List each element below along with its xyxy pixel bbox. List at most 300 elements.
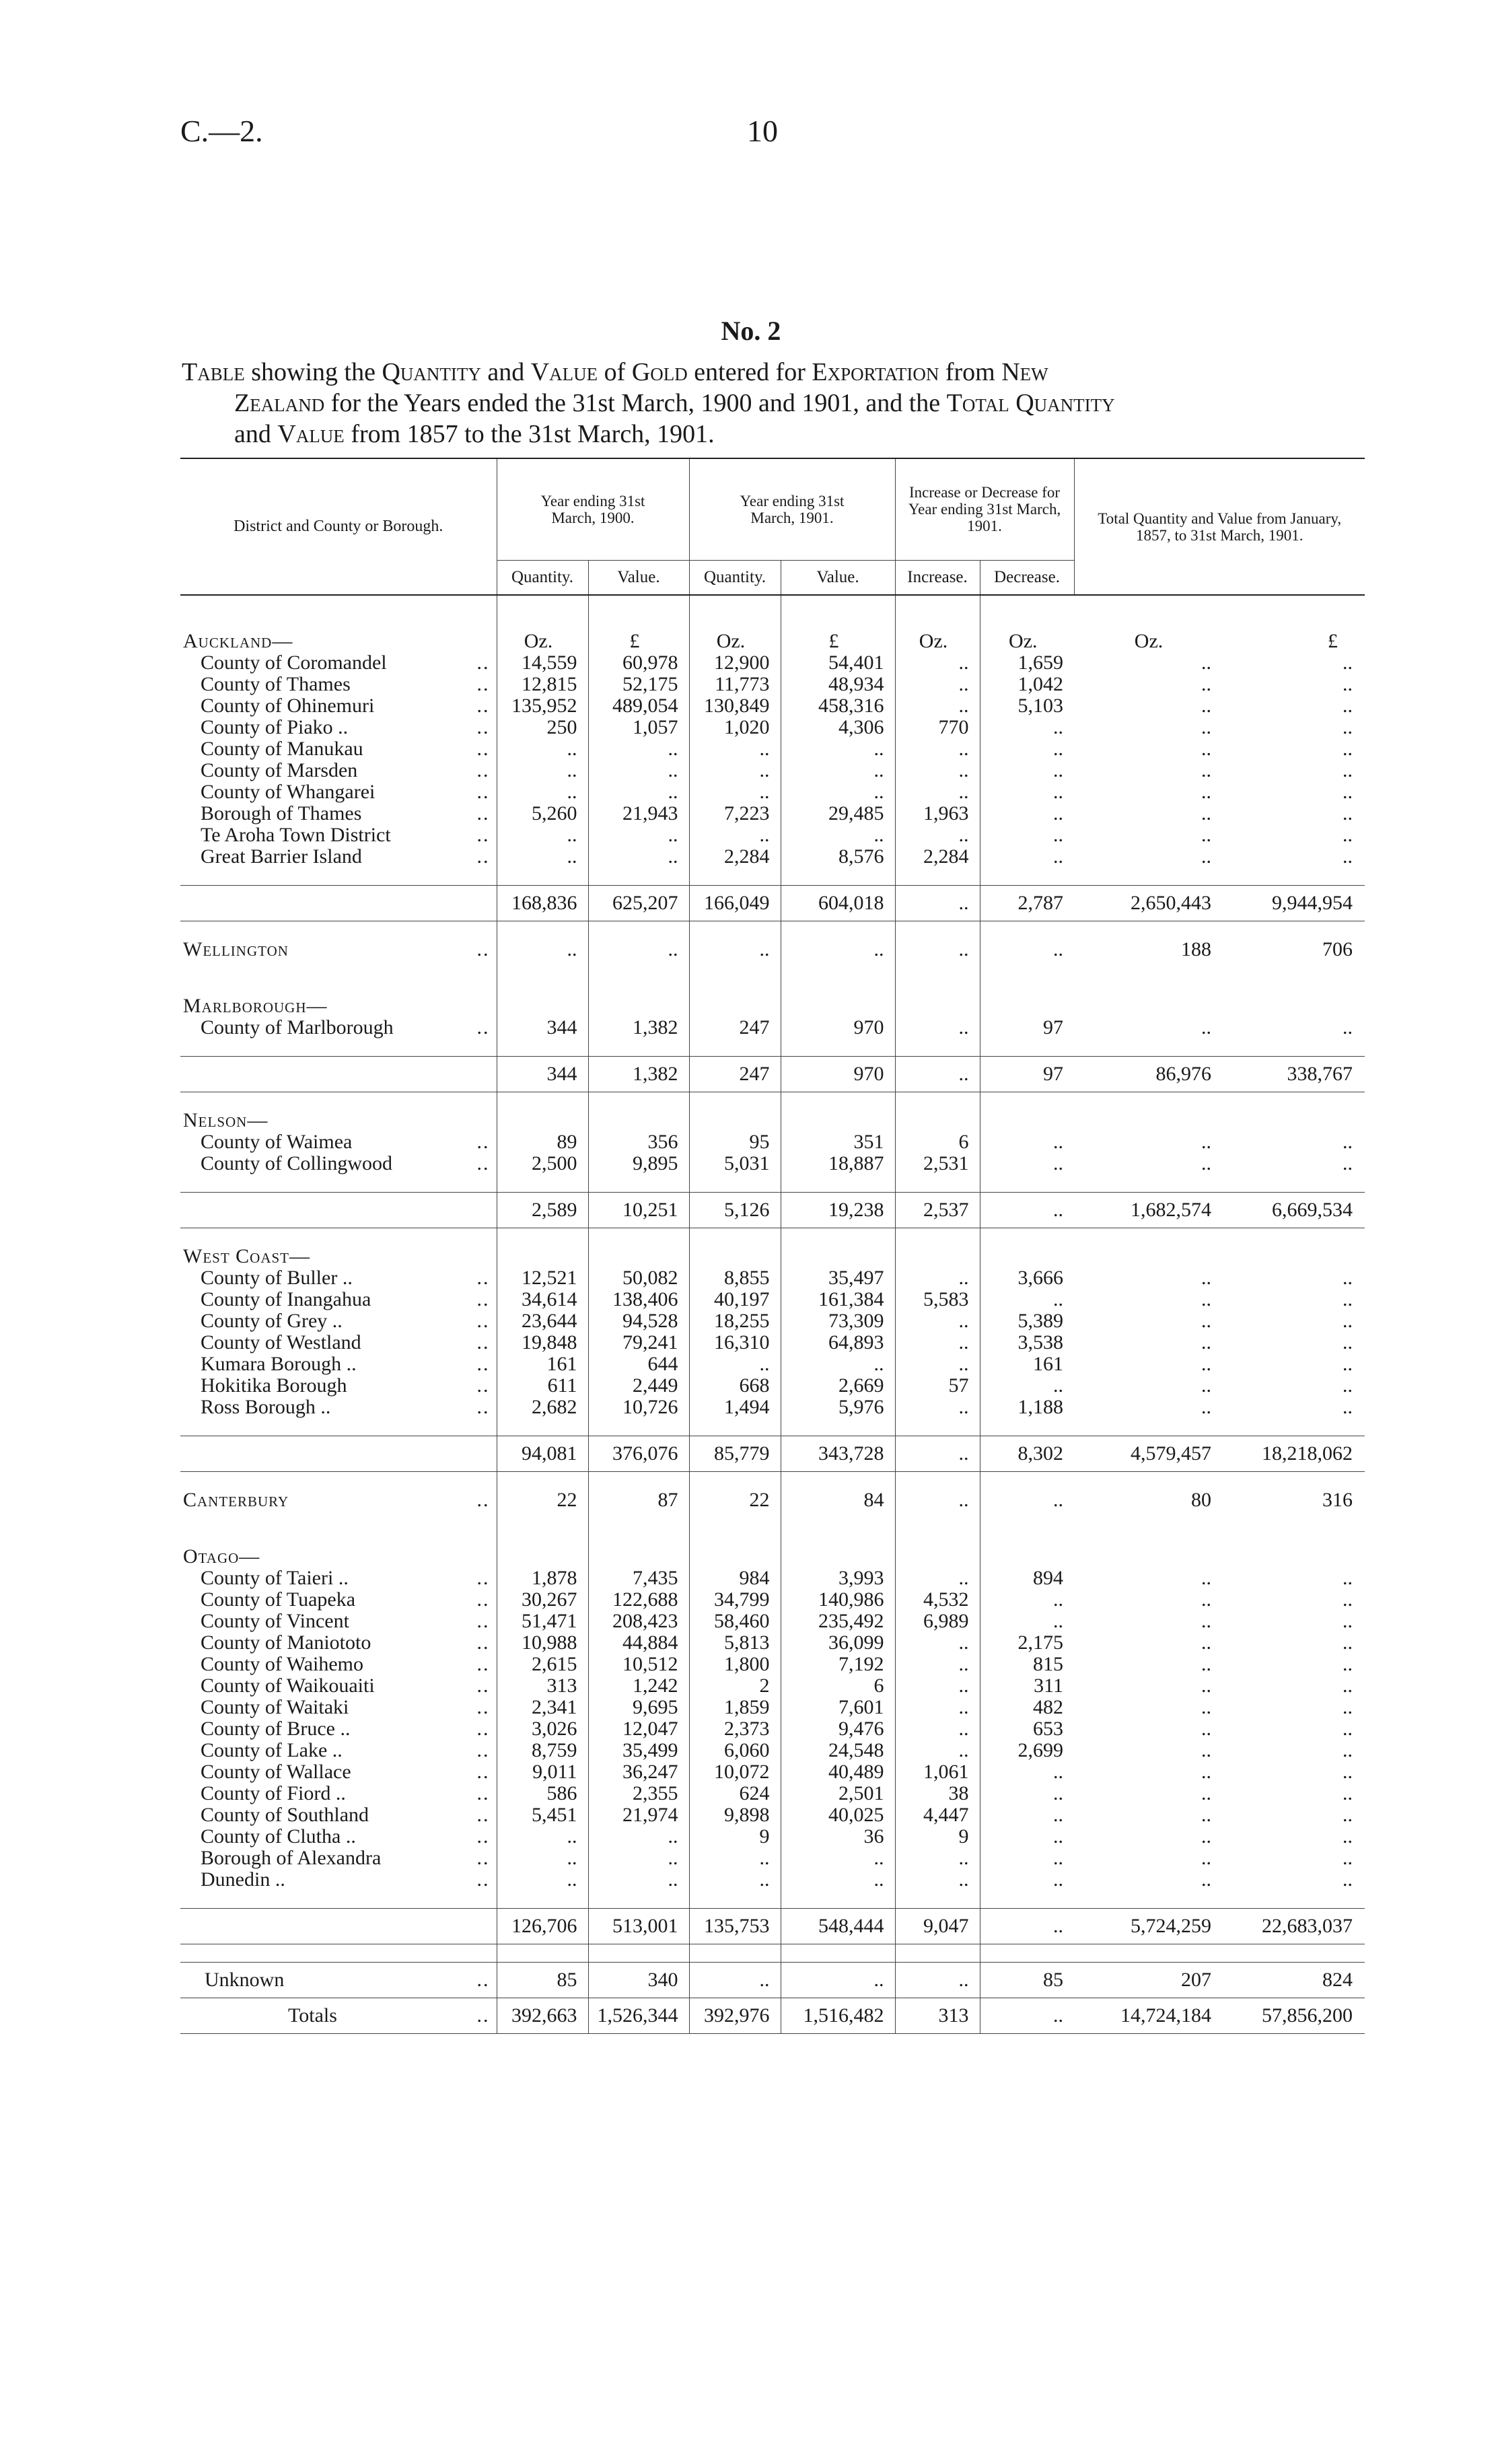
cell-dec: ..	[980, 1804, 1074, 1826]
district-name: Marlborough—	[183, 995, 328, 1017]
spacer-cell	[1223, 596, 1365, 631]
row-label: County of Bruce ..	[201, 1718, 351, 1740]
spacer-cell	[689, 1891, 781, 1909]
cell-tq: ..	[1201, 1131, 1212, 1153]
spacer-row	[180, 1418, 1365, 1436]
spacer-cell	[689, 1511, 781, 1528]
row-label: Great Barrier Island	[201, 845, 362, 868]
cell-tv: ..	[1343, 1610, 1353, 1632]
cell-tq: ..	[1201, 1782, 1212, 1804]
cell-q00: ..	[497, 824, 588, 846]
county-name	[180, 781, 497, 803]
cell-q00: 5,451	[497, 1804, 588, 1826]
cell-tq: ..	[1201, 1847, 1212, 1869]
leader-dots: ..	[476, 1675, 490, 1697]
county-row	[180, 846, 1365, 868]
spacer-cell	[180, 868, 497, 886]
gold-export-table	[180, 459, 1365, 2034]
county-row	[180, 652, 1365, 674]
cell-q00: 34,614	[497, 1289, 588, 1310]
cell-inc: ..	[895, 1654, 980, 1675]
cell-inc: ..	[895, 781, 980, 803]
header-increase: Increase.	[895, 560, 980, 595]
page-header	[180, 113, 1365, 153]
cell-v01: 970	[781, 1017, 895, 1039]
spacer-cell	[497, 978, 588, 995]
cell-q01: 5,031	[689, 1153, 781, 1174]
cell-v01: 36,099	[781, 1632, 895, 1654]
cell-inc: ..	[895, 1963, 980, 1998]
unit-label: Oz.	[689, 631, 781, 652]
cell-q00: ..	[497, 1869, 588, 1891]
cell-tv: ..	[1343, 652, 1353, 674]
cell-inc: ..	[895, 760, 980, 781]
cell-tv: ..	[1343, 1016, 1353, 1039]
county-name	[180, 738, 497, 760]
spacer-cell	[781, 596, 895, 631]
cell-v01: 9,476	[781, 1718, 895, 1740]
header-year-1900: Year ending 31st March, 1900.	[497, 459, 689, 560]
cell-q00: 611	[497, 1375, 588, 1397]
cell-tq: ..	[1201, 1718, 1212, 1740]
leader-dots: ..	[476, 1331, 490, 1353]
row-label: County of Coromandel	[201, 652, 387, 674]
subtotal-row	[180, 1436, 1365, 1472]
cell-dec: ..	[980, 1998, 1074, 2034]
leader-dots: ..	[476, 1310, 490, 1332]
cell-inc: ..	[895, 1017, 980, 1039]
county-row	[180, 1697, 1365, 1718]
cell-v01: 351	[781, 1131, 895, 1153]
spacer-row	[180, 1092, 1365, 1111]
cell-q01: 16,310	[689, 1332, 781, 1353]
subtotal-label	[180, 1193, 497, 1228]
county-name	[180, 1611, 497, 1632]
leader-dots: ..	[476, 738, 490, 760]
county-name	[180, 1353, 497, 1375]
cell-dec: 161	[980, 1353, 1074, 1375]
empty-cell	[588, 995, 689, 1017]
cell-tq: ..	[1201, 1804, 1212, 1826]
county-row	[180, 1289, 1365, 1310]
spacer-row	[180, 1511, 1365, 1528]
leader-dots: ..	[476, 1653, 490, 1675]
header-value-1901: Value.	[781, 560, 895, 595]
table-body	[180, 596, 1365, 2034]
cell-tv: ..	[1343, 1567, 1353, 1589]
cell-dec: 311	[980, 1675, 1074, 1697]
leader-dots: ..	[476, 673, 490, 695]
spacer-row	[180, 1891, 1365, 1909]
county-name	[180, 1017, 497, 1039]
cell-inc: 9	[895, 1826, 980, 1847]
spacer-cell	[689, 1174, 781, 1193]
cell-v01: 40,489	[781, 1761, 895, 1783]
cell-q00: 12,521	[497, 1267, 588, 1289]
cell-tq: ..	[1201, 781, 1212, 803]
cell-dec: ..	[980, 803, 1074, 824]
cell-tq: ..	[1201, 1016, 1212, 1039]
spacer-cell	[895, 596, 980, 631]
cell-inc: ..	[895, 1397, 980, 1418]
county-name	[180, 1675, 497, 1697]
row-label: County of Clutha ..	[201, 1825, 356, 1847]
spacer-cell	[588, 1092, 689, 1111]
cell-q00: 12,815	[497, 674, 588, 695]
spacer-cell	[895, 978, 980, 995]
empty-cell	[980, 1110, 1074, 1131]
spacer-cell	[1074, 978, 1223, 995]
cell-tv: 22,683,037	[1223, 1909, 1365, 1944]
subtotal-row	[180, 1193, 1365, 1228]
county-name	[180, 1568, 497, 1589]
empty-cell	[980, 1246, 1074, 1267]
cell-inc: 2,284	[895, 846, 980, 868]
spacer-cell	[588, 1472, 689, 1490]
cell-dec: ..	[980, 1193, 1074, 1228]
cell-q00: ..	[497, 939, 588, 960]
row-label: Unknown	[205, 1969, 285, 1991]
county-row	[180, 738, 1365, 760]
district-heading-row	[180, 1546, 1365, 1568]
header-decrease: Decrease.	[980, 560, 1074, 595]
spacer-cell	[497, 960, 588, 978]
spacer-cell	[895, 1228, 980, 1246]
spacer-cell	[1074, 1472, 1223, 1490]
spacer-row	[180, 1944, 1365, 1963]
header-value-1900: Value.	[588, 560, 689, 595]
cell-v00: 60,978	[588, 652, 689, 674]
cell-v00: 79,241	[588, 1332, 689, 1353]
county-name	[180, 1310, 497, 1332]
cell-q01: 58,460	[689, 1611, 781, 1632]
cell-inc: 6	[895, 1131, 980, 1153]
cell-v01: 235,492	[781, 1611, 895, 1632]
caption-line-3	[182, 419, 1366, 450]
cell-tq: ..	[1201, 845, 1212, 868]
cell-tq: ..	[1201, 673, 1212, 695]
spacer-row	[180, 1228, 1365, 1246]
county-row	[180, 824, 1365, 846]
caption-fragment: from	[939, 358, 1002, 386]
spacer-cell	[895, 1039, 980, 1057]
cell-tq: 188	[1181, 938, 1212, 960]
county-name	[180, 1826, 497, 1847]
empty-cell	[689, 1546, 781, 1568]
caption-fragment: Quantity	[382, 358, 481, 386]
cell-tq: ..	[1201, 759, 1212, 781]
cell-tv: ..	[1343, 1718, 1353, 1740]
spacer-cell	[980, 868, 1074, 886]
district-name	[180, 1489, 497, 1511]
cell-q00: 2,341	[497, 1697, 588, 1718]
cell-tv: ..	[1343, 1374, 1353, 1397]
cell-q00: 8,759	[497, 1740, 588, 1761]
caption-fragment: of	[598, 358, 632, 386]
cell-tv: ..	[1343, 824, 1353, 846]
cell-q00: ..	[497, 1847, 588, 1869]
district-name: Otago—	[183, 1545, 260, 1568]
county-name	[180, 824, 497, 846]
cell-v00: 9,895	[588, 1153, 689, 1174]
empty-cell	[1074, 995, 1223, 1017]
unit-label: £	[781, 631, 895, 652]
spacer-cell	[180, 978, 497, 995]
county-row	[180, 1267, 1365, 1289]
spacer-cell	[1223, 1891, 1365, 1909]
cell-tq: ..	[1201, 652, 1212, 674]
county-row	[180, 1568, 1365, 1589]
county-name	[180, 1804, 497, 1826]
cell-tv: ..	[1343, 1804, 1353, 1826]
cell-q00: 19,848	[497, 1332, 588, 1353]
county-name	[180, 1397, 497, 1418]
leader-dots: ..	[476, 1489, 490, 1511]
county-row	[180, 1740, 1365, 1761]
cell-v01: 6	[781, 1675, 895, 1697]
caption-fragment: Value	[530, 358, 598, 386]
empty-cell	[781, 995, 895, 1017]
cell-tv: ..	[1343, 1847, 1353, 1869]
leader-dots: ..	[476, 1374, 490, 1397]
cell-inc: ..	[895, 738, 980, 760]
spacer-cell	[689, 1228, 781, 1246]
spacer-cell	[1223, 1174, 1365, 1193]
row-label: County of Inangahua	[201, 1288, 371, 1310]
cell-dec: 2,175	[980, 1632, 1074, 1654]
cell-q01: 130,849	[689, 695, 781, 717]
cell-v00: 1,382	[588, 1017, 689, 1039]
spacer-cell	[588, 1891, 689, 1909]
cell-v00: 489,054	[588, 695, 689, 717]
cell-v01: 161,384	[781, 1289, 895, 1310]
cell-tq: ..	[1201, 738, 1212, 760]
cell-inc: 57	[895, 1375, 980, 1397]
cell-v00: 36,247	[588, 1761, 689, 1783]
cell-v01: ..	[781, 1869, 895, 1891]
cell-q00: 9,011	[497, 1761, 588, 1783]
cell-dec: ..	[980, 846, 1074, 868]
cell-v01: ..	[781, 781, 895, 803]
cell-inc: 38	[895, 1783, 980, 1804]
cell-tv: 338,767	[1223, 1057, 1365, 1092]
county-row	[180, 674, 1365, 695]
cell-q01: ..	[689, 781, 781, 803]
cell-v01: 35,497	[781, 1267, 895, 1289]
spacer-cell	[180, 960, 497, 978]
cell-tq: ..	[1201, 716, 1212, 738]
empty-cell	[497, 995, 588, 1017]
cell-q00: ..	[497, 760, 588, 781]
spacer-cell	[980, 596, 1074, 631]
county-row	[180, 1611, 1365, 1632]
cell-v00: 50,082	[588, 1267, 689, 1289]
cell-tv: ..	[1343, 1353, 1353, 1375]
spacer-cell	[1223, 960, 1365, 978]
page-reference: C.—2.	[180, 114, 263, 148]
caption-fragment: Zealand	[234, 389, 325, 417]
spacer-cell	[1074, 596, 1223, 631]
cell-tq: ..	[1201, 802, 1212, 824]
cell-q01: 1,859	[689, 1697, 781, 1718]
cell-q01: 166,049	[689, 886, 781, 921]
cell-v00: ..	[588, 738, 689, 760]
cell-v00: 376,076	[588, 1436, 689, 1472]
spacer-row	[180, 960, 1365, 978]
cell-q00: 10,988	[497, 1632, 588, 1654]
empty-cell	[689, 1246, 781, 1267]
cell-v01: 36	[781, 1826, 895, 1847]
county-row	[180, 1397, 1365, 1418]
district-row	[180, 1489, 1365, 1511]
caption-fragment: from 1857 to the 31st March, 1901.	[344, 420, 715, 448]
cell-v00: 625,207	[588, 886, 689, 921]
cell-inc: ..	[895, 939, 980, 960]
cell-v01: 48,934	[781, 674, 895, 695]
caption-line-2	[182, 388, 1366, 419]
county-name	[180, 803, 497, 824]
spacer-cell	[1223, 921, 1365, 940]
cell-tq: ..	[1201, 1696, 1212, 1718]
spacer-row	[180, 921, 1365, 940]
empty-cell	[1074, 1110, 1223, 1131]
row-label: County of Marlborough	[201, 1016, 394, 1039]
row-label: Kumara Borough ..	[201, 1353, 357, 1375]
spacer-cell	[497, 1174, 588, 1193]
cell-q00: 344	[497, 1057, 588, 1092]
cell-q01: 7,223	[689, 803, 781, 824]
spacer-cell	[1074, 1039, 1223, 1057]
county-row	[180, 1847, 1365, 1869]
cell-q01: 1,494	[689, 1397, 781, 1418]
cell-tv: ..	[1343, 1675, 1353, 1697]
empty-cell	[895, 1110, 980, 1131]
row-label: County of Thames	[201, 673, 351, 695]
cell-q01: ..	[689, 1869, 781, 1891]
cell-v00: ..	[588, 1847, 689, 1869]
cell-v01: 1,516,482	[781, 1998, 895, 2034]
row-label: County of Maniototo	[201, 1631, 371, 1654]
leader-dots: ..	[476, 845, 490, 868]
leader-dots: ..	[476, 802, 490, 824]
cell-q01: 2	[689, 1675, 781, 1697]
row-label: Dunedin ..	[201, 1868, 285, 1891]
cell-inc: ..	[895, 824, 980, 846]
cell-q01: 2,284	[689, 846, 781, 868]
cell-v00: 87	[588, 1489, 689, 1511]
cell-tq: 86,976	[1074, 1057, 1223, 1092]
spacer-cell	[980, 1891, 1074, 1909]
cell-dec: 85	[980, 1963, 1074, 1998]
leader-dots: ..	[476, 1847, 490, 1869]
cell-q01: 8,855	[689, 1267, 781, 1289]
cell-q00: ..	[497, 1826, 588, 1847]
row-label: Wellington	[183, 938, 289, 960]
spacer-cell	[1223, 1528, 1365, 1546]
county-row	[180, 1375, 1365, 1397]
county-name	[180, 1869, 497, 1891]
cell-dec: 3,666	[980, 1267, 1074, 1289]
leader-dots: ..	[476, 1016, 490, 1039]
cell-v00: ..	[588, 824, 689, 846]
row-label: County of Collingwood	[201, 1152, 393, 1174]
spacer-cell	[588, 1174, 689, 1193]
cell-v00: 2,449	[588, 1375, 689, 1397]
county-name	[180, 1697, 497, 1718]
cell-dec: ..	[980, 1761, 1074, 1783]
cell-v01: 2,669	[781, 1375, 895, 1397]
cell-v01: 24,548	[781, 1740, 895, 1761]
spacer-cell	[1074, 1228, 1223, 1246]
row-label: County of Whangarei	[201, 781, 376, 803]
cell-q01: 5,813	[689, 1632, 781, 1654]
cell-tq: ..	[1201, 1653, 1212, 1675]
cell-dec: 653	[980, 1718, 1074, 1740]
cell-dec: 894	[980, 1568, 1074, 1589]
empty-cell	[781, 1246, 895, 1267]
spacer-cell	[588, 1418, 689, 1436]
district-heading-row	[180, 1110, 1365, 1131]
header-quantity-1901: Quantity.	[689, 560, 781, 595]
county-name	[180, 1375, 497, 1397]
cell-tq: ..	[1201, 1374, 1212, 1397]
county-row	[180, 803, 1365, 824]
cell-v00: 138,406	[588, 1289, 689, 1310]
unit-label: Oz.	[895, 631, 980, 652]
cell-q00: 2,589	[497, 1193, 588, 1228]
cell-v00: 1,526,344	[588, 1998, 689, 2034]
cell-tq: ..	[1201, 1331, 1212, 1353]
spacer-cell	[980, 1472, 1074, 1490]
cell-tq: ..	[1201, 1267, 1212, 1289]
cell-inc: ..	[895, 1436, 980, 1472]
spacer-cell	[980, 1092, 1074, 1111]
cell-tv: ..	[1343, 1825, 1353, 1847]
county-name	[180, 1761, 497, 1783]
cell-q01: 85,779	[689, 1436, 781, 1472]
spacer-cell	[1223, 1092, 1365, 1111]
cell-q00: 14,559	[497, 652, 588, 674]
subtotal-row	[180, 1909, 1365, 1944]
spacer-cell	[895, 1472, 980, 1490]
spacer-cell	[895, 1511, 980, 1528]
cell-q01: ..	[689, 738, 781, 760]
cell-v00: ..	[588, 760, 689, 781]
cell-q00: ..	[497, 781, 588, 803]
cell-tv: ..	[1343, 1653, 1353, 1675]
cell-inc: 4,447	[895, 1804, 980, 1826]
cell-v00: 10,726	[588, 1397, 689, 1418]
spacer-cell	[1074, 1528, 1223, 1546]
empty-cell	[895, 1546, 980, 1568]
spacer-cell	[895, 868, 980, 886]
caption-fragment: Gold	[631, 358, 688, 386]
leader-dots: ..	[476, 1804, 490, 1826]
cell-tv: 824	[1223, 1963, 1365, 1998]
spacer-cell	[497, 596, 588, 631]
spacer-cell	[689, 960, 781, 978]
county-name	[180, 1332, 497, 1353]
row-label: County of Westland	[201, 1331, 361, 1353]
cell-q00: 586	[497, 1783, 588, 1804]
empty-cell	[980, 1546, 1074, 1568]
cell-q01: ..	[689, 824, 781, 846]
cell-inc: ..	[895, 652, 980, 674]
county-name	[180, 1783, 497, 1804]
spacer-cell	[180, 1228, 497, 1246]
cell-v01: 19,238	[781, 1193, 895, 1228]
row-label: County of Fiord ..	[201, 1782, 346, 1804]
